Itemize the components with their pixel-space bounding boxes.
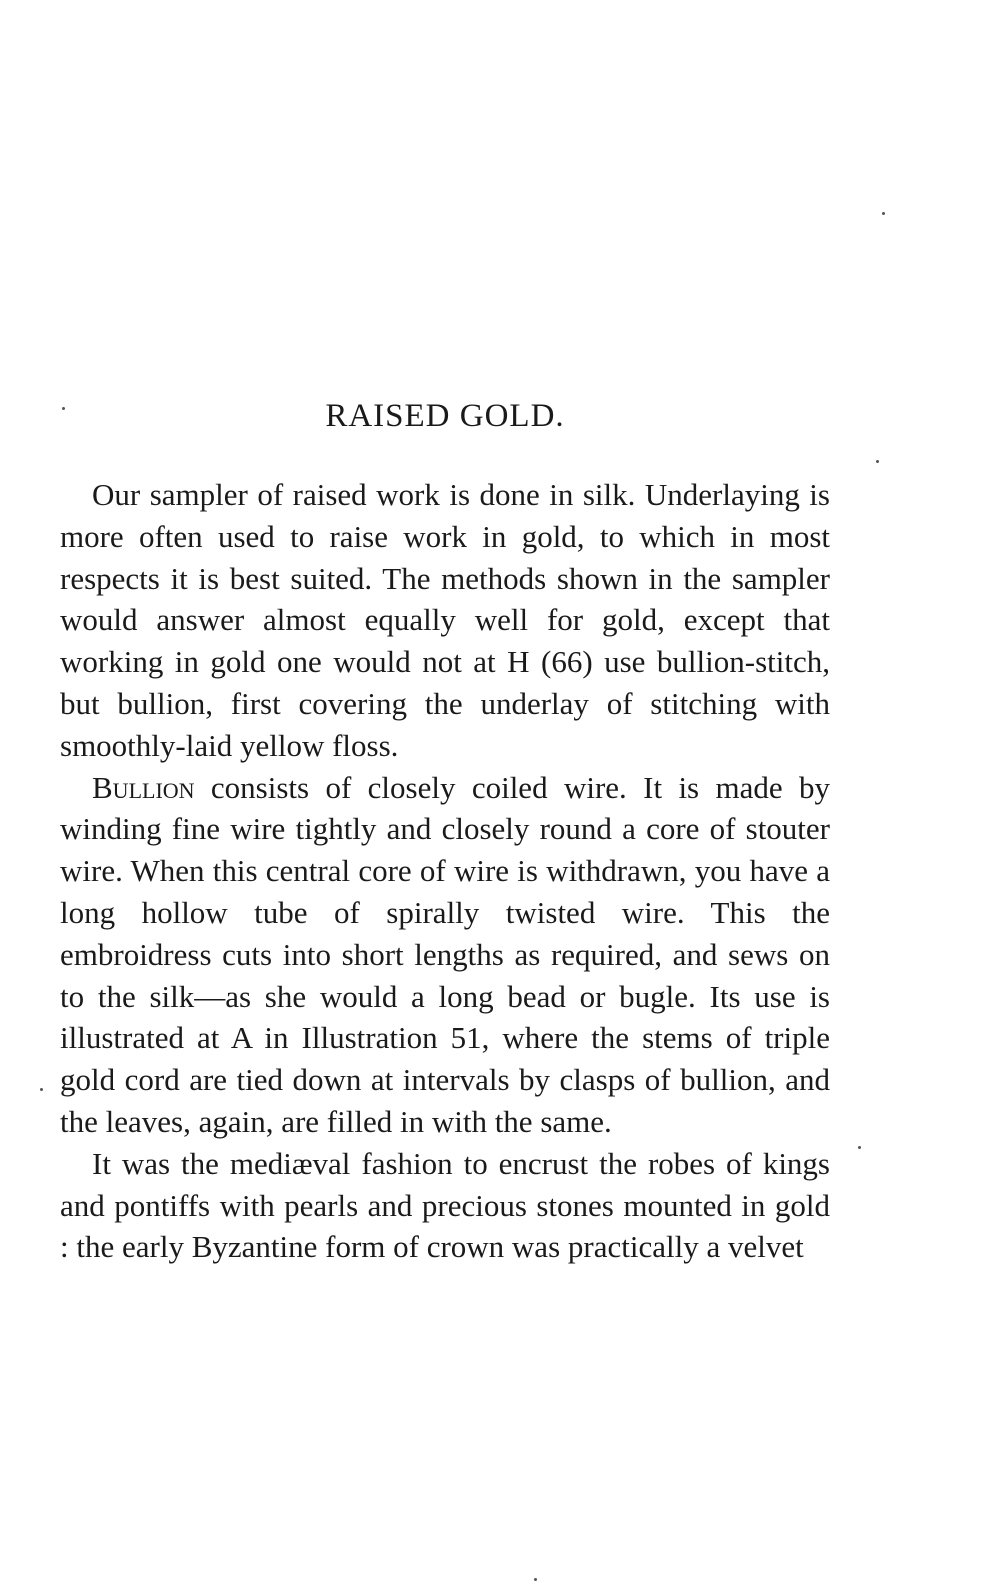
chapter-heading: RAISED GOLD. — [325, 398, 565, 434]
scan-speck — [40, 1088, 43, 1091]
scan-speck — [882, 212, 885, 215]
paragraph-2-text: consists of closely coiled wire. It is made by winding fine wire tightly and closely round a core of stouter wire. When this central core of wire is withdrawn, you have a long hollow tube of spirally twisted wire. This the embroidress cuts into short lengths as required, and sews on to the silk—as she would a long bead or bugle. Its use is illustrated at A in Illustration 51, where the stems of triple gold cord are tied down at intervals by clasps of bullion, and the leaves, again, are filled in with the same. — [60, 769, 830, 1139]
body-text — [60, 474, 830, 1268]
scan-speck — [534, 1578, 537, 1581]
scan-speck — [858, 1146, 861, 1149]
paragraph-2-lead: Bullion — [92, 769, 195, 805]
paragraph-2 — [60, 767, 830, 1143]
paragraph-3 — [60, 1143, 830, 1268]
paragraph-3-text: It was the mediæval fashion to encrust the robes of kings and pontiffs with pearls and precious stones mounted in gold : the early Byzantine form of crown was practically a velvet — [60, 1145, 830, 1265]
paragraph-1 — [60, 474, 830, 767]
scan-speck — [62, 407, 65, 410]
scan-speck — [876, 460, 879, 463]
paragraph-1-text: Our sampler of raised work is done in silk. Underlaying is more often used to raise work in gold, to which in most respects it is best suited. The methods shown in the sampler would answer almost equally well for gold, except that working in gold one would not at H (66) use bullion-stitch, but bullion, first covering the underlay of stitching with smoothly-laid yellow floss. — [60, 477, 830, 763]
book-page — [60, 0, 830, 1586]
